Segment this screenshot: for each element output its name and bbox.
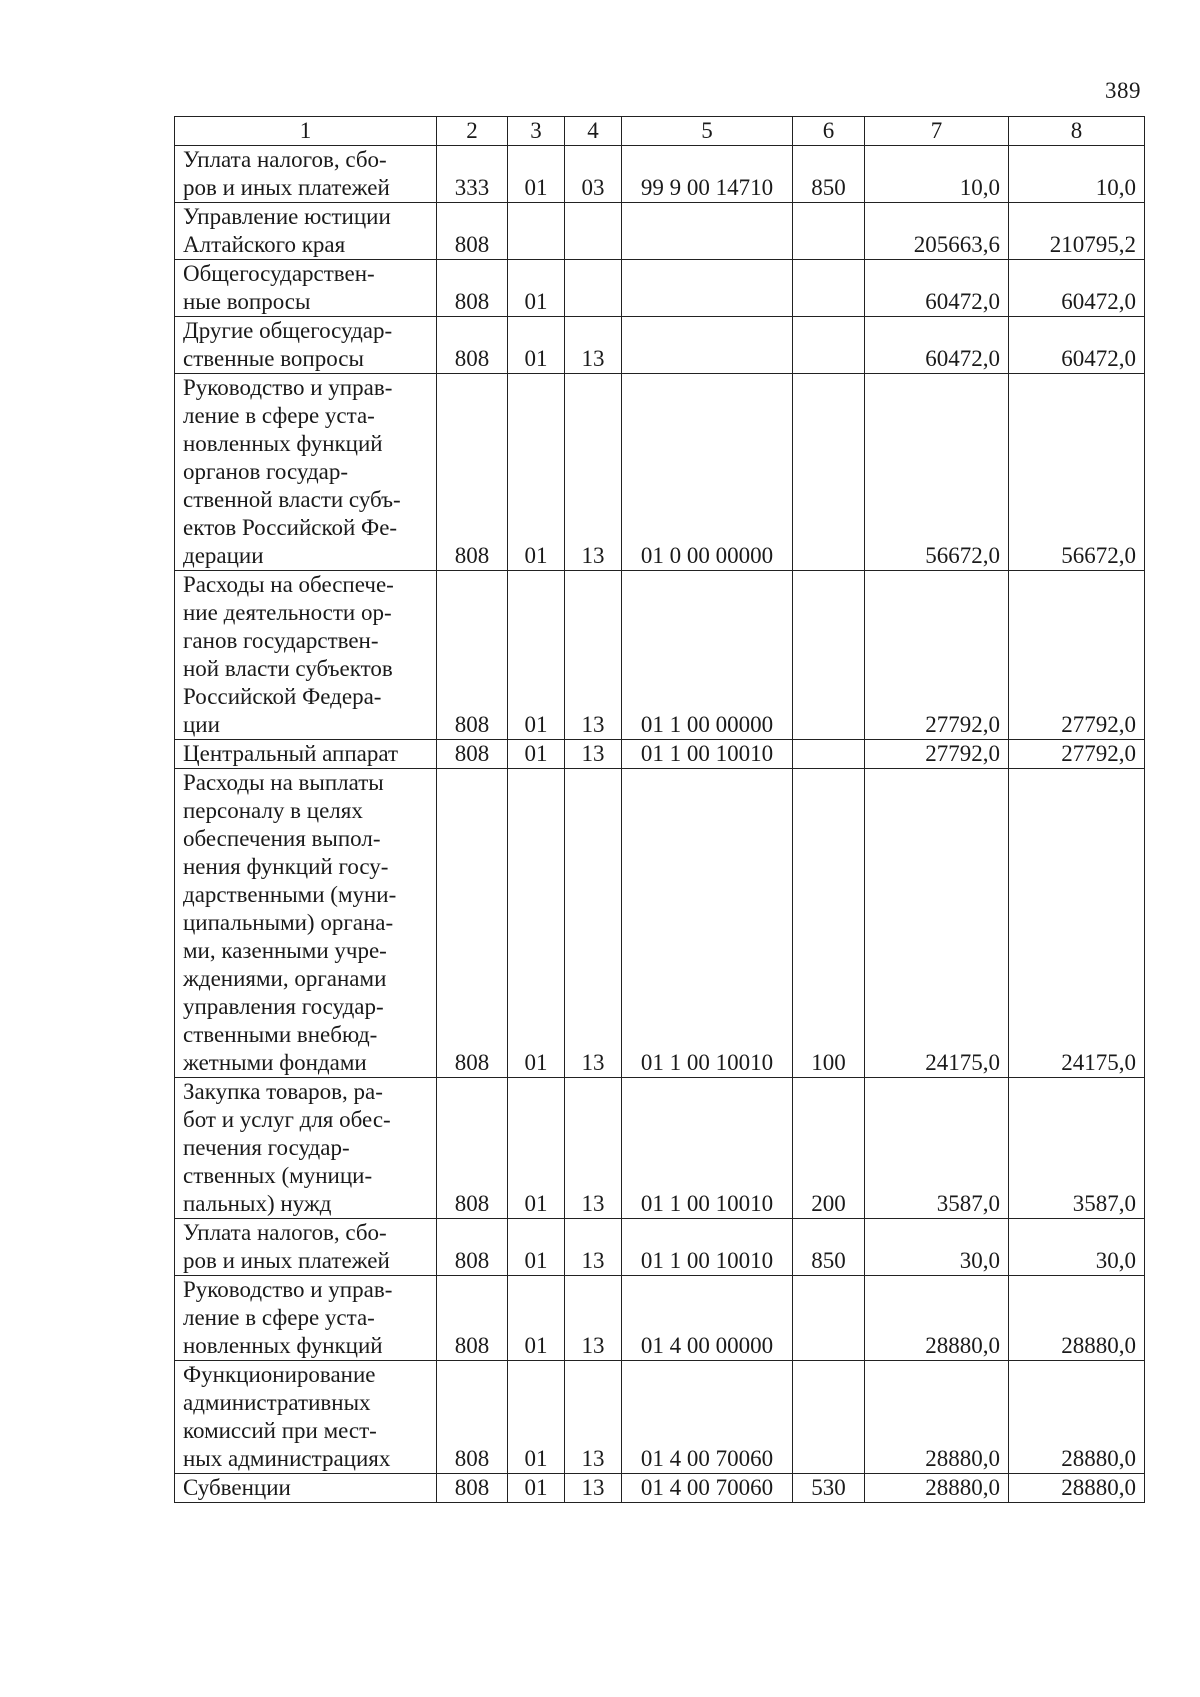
cell-section: 01 (508, 317, 565, 374)
cell-admin-code: 808 (437, 1474, 508, 1503)
cell-expense-type (793, 571, 865, 740)
cell-item-name (175, 203, 437, 260)
cell-subsection: 13 (565, 317, 622, 374)
item-name-line: Руководство и управ- (183, 1277, 393, 1302)
item-name-line: ственных (муници- (183, 1163, 373, 1188)
item-name-line: ных администрациях (183, 1446, 391, 1471)
cell-target-article: 01 1 00 00000 (622, 571, 793, 740)
item-name-line: Другие общегосудар- (183, 318, 393, 343)
cell-expense-type (793, 1276, 865, 1361)
cell-target-article: 01 1 00 10010 (622, 740, 793, 769)
item-name-line: пальных) нужд (183, 1191, 332, 1216)
cell-amount-year1: 30,0 (865, 1219, 1009, 1276)
item-name-line: жетными фондами (183, 1050, 367, 1075)
item-name-line: ципальными) органа- (183, 910, 394, 935)
cell-item-name (175, 317, 437, 374)
item-name-line: печения государ- (183, 1135, 350, 1160)
cell-section: 01 (508, 1078, 565, 1219)
item-name-line: Общегосударствен- (183, 261, 375, 286)
item-name-line: ждениями, органами (183, 966, 387, 991)
item-name-line: Алтайского края (183, 232, 346, 257)
cell-admin-code: 808 (437, 374, 508, 571)
cell-item-name (175, 1474, 437, 1503)
cell-admin-code: 808 (437, 1219, 508, 1276)
item-name-line: ции (183, 712, 220, 737)
cell-amount-year2: 28880,0 (1009, 1361, 1145, 1474)
cell-section: 01 (508, 1276, 565, 1361)
cell-amount-year1: 205663,6 (865, 203, 1009, 260)
table-body (175, 146, 1145, 1503)
cell-amount-year1: 28880,0 (865, 1474, 1009, 1503)
cell-target-article (622, 260, 793, 317)
item-name-line: органов государ- (183, 459, 349, 484)
item-name-line: ганов государствен- (183, 628, 379, 653)
cell-section: 01 (508, 374, 565, 571)
cell-expense-type (793, 317, 865, 374)
cell-item-name (175, 374, 437, 571)
column-header: 8 (1009, 117, 1145, 146)
cell-amount-year2: 28880,0 (1009, 1276, 1145, 1361)
cell-amount-year2: 24175,0 (1009, 769, 1145, 1078)
cell-subsection: 13 (565, 374, 622, 571)
cell-amount-year1: 27792,0 (865, 571, 1009, 740)
cell-item-name (175, 1276, 437, 1361)
cell-target-article: 01 1 00 10010 (622, 769, 793, 1078)
item-name-line: дарственными (муни- (183, 882, 397, 907)
cell-subsection: 03 (565, 146, 622, 203)
item-name-line: новленных функций (183, 1333, 383, 1358)
cell-amount-year2: 28880,0 (1009, 1474, 1145, 1503)
cell-amount-year2: 60472,0 (1009, 317, 1145, 374)
cell-expense-type: 200 (793, 1078, 865, 1219)
cell-target-article (622, 317, 793, 374)
cell-subsection: 13 (565, 571, 622, 740)
cell-expense-type (793, 260, 865, 317)
cell-amount-year1: 60472,0 (865, 260, 1009, 317)
cell-subsection: 13 (565, 1078, 622, 1219)
cell-section: 01 (508, 1219, 565, 1276)
column-header: 2 (437, 117, 508, 146)
cell-amount-year2: 60472,0 (1009, 260, 1145, 317)
cell-amount-year2: 30,0 (1009, 1219, 1145, 1276)
column-header: 7 (865, 117, 1009, 146)
cell-admin-code: 808 (437, 740, 508, 769)
cell-amount-year1: 28880,0 (865, 1361, 1009, 1474)
cell-admin-code: 333 (437, 146, 508, 203)
item-name-line: ление в сфере уста- (183, 1305, 375, 1330)
cell-target-article: 01 1 00 10010 (622, 1219, 793, 1276)
cell-item-name (175, 769, 437, 1078)
cell-item-name (175, 260, 437, 317)
cell-section: 01 (508, 1361, 565, 1474)
cell-admin-code: 808 (437, 1276, 508, 1361)
cell-amount-year2: 10,0 (1009, 146, 1145, 203)
cell-item-name (175, 1361, 437, 1474)
cell-section: 01 (508, 1474, 565, 1503)
cell-subsection: 13 (565, 1474, 622, 1503)
cell-admin-code: 808 (437, 1078, 508, 1219)
item-name-line: персоналу в целях (183, 798, 363, 823)
cell-amount-year2: 27792,0 (1009, 571, 1145, 740)
cell-expense-type: 100 (793, 769, 865, 1078)
item-name-line: бот и услуг для обес- (183, 1107, 391, 1132)
cell-expense-type (793, 203, 865, 260)
item-name-line: Уплата налогов, сбо- (183, 1220, 387, 1245)
cell-amount-year1: 10,0 (865, 146, 1009, 203)
cell-section: 01 (508, 146, 565, 203)
cell-item-name (175, 1078, 437, 1219)
column-header: 6 (793, 117, 865, 146)
table-row (175, 203, 1145, 260)
cell-section (508, 203, 565, 260)
item-name-line: ние деятельности ор- (183, 600, 392, 625)
table-row (175, 1361, 1145, 1474)
table-row (175, 1078, 1145, 1219)
cell-target-article: 01 4 00 00000 (622, 1276, 793, 1361)
cell-amount-year2: 56672,0 (1009, 374, 1145, 571)
cell-expense-type (793, 740, 865, 769)
cell-target-article (622, 203, 793, 260)
page-number: 389 (1105, 78, 1141, 103)
table-row (175, 317, 1145, 374)
cell-expense-type: 850 (793, 146, 865, 203)
cell-amount-year1: 24175,0 (865, 769, 1009, 1078)
cell-target-article: 01 1 00 10010 (622, 1078, 793, 1219)
item-name-line: Субвенции (183, 1475, 291, 1500)
column-header: 3 (508, 117, 565, 146)
table-row (175, 1474, 1145, 1503)
column-header: 5 (622, 117, 793, 146)
cell-item-name (175, 1219, 437, 1276)
item-name-line: ные вопросы (183, 289, 311, 314)
cell-section: 01 (508, 740, 565, 769)
item-name-line: Расходы на выплаты (183, 770, 384, 795)
item-name-line: ми, казенными учре- (183, 938, 387, 963)
item-name-line: ной власти субъектов (183, 656, 393, 681)
cell-item-name (175, 740, 437, 769)
cell-amount-year1: 56672,0 (865, 374, 1009, 571)
cell-expense-type: 850 (793, 1219, 865, 1276)
cell-section: 01 (508, 260, 565, 317)
item-name-line: комиссий при мест- (183, 1418, 377, 1443)
cell-subsection: 13 (565, 740, 622, 769)
cell-admin-code: 808 (437, 769, 508, 1078)
item-name-line: управления государ- (183, 994, 384, 1019)
item-name-line: Российской Федера- (183, 684, 382, 709)
cell-section: 01 (508, 571, 565, 740)
item-name-line: Закупка товаров, ра- (183, 1079, 383, 1104)
cell-amount-year2: 3587,0 (1009, 1078, 1145, 1219)
budget-table (174, 116, 1145, 1503)
item-name-line: ектов Российской Фе- (183, 515, 398, 540)
cell-admin-code: 808 (437, 203, 508, 260)
cell-section: 01 (508, 769, 565, 1078)
table-header-row (175, 117, 1145, 146)
cell-target-article: 01 0 00 00000 (622, 374, 793, 571)
cell-subsection: 13 (565, 1219, 622, 1276)
cell-expense-type: 530 (793, 1474, 865, 1503)
column-header: 4 (565, 117, 622, 146)
cell-amount-year1: 60472,0 (865, 317, 1009, 374)
cell-subsection (565, 260, 622, 317)
table-row (175, 146, 1145, 203)
cell-amount-year2: 210795,2 (1009, 203, 1145, 260)
cell-target-article: 01 4 00 70060 (622, 1361, 793, 1474)
cell-subsection: 13 (565, 1361, 622, 1474)
cell-admin-code: 808 (437, 260, 508, 317)
item-name-line: ров и иных платежей (183, 1248, 390, 1273)
cell-item-name (175, 571, 437, 740)
table-row (175, 260, 1145, 317)
table-row (175, 571, 1145, 740)
item-name-line: Управление юстиции (183, 204, 391, 229)
item-name-line: новленных функций (183, 431, 383, 456)
item-name-line: Уплата налогов, сбо- (183, 147, 387, 172)
table-row (175, 374, 1145, 571)
item-name-line: ров и иных платежей (183, 175, 390, 200)
cell-admin-code: 808 (437, 571, 508, 740)
cell-subsection: 13 (565, 1276, 622, 1361)
cell-subsection: 13 (565, 769, 622, 1078)
table-row (175, 1219, 1145, 1276)
table-row (175, 1276, 1145, 1361)
cell-admin-code: 808 (437, 317, 508, 374)
item-name-line: нения функций госу- (183, 854, 389, 879)
cell-amount-year1: 27792,0 (865, 740, 1009, 769)
cell-amount-year1: 3587,0 (865, 1078, 1009, 1219)
column-header: 1 (175, 117, 437, 146)
table-row (175, 740, 1145, 769)
item-name-line: ственной власти субъ- (183, 487, 401, 512)
item-name-line: Центральный аппарат (183, 741, 399, 766)
item-name-line: административных (183, 1390, 371, 1415)
item-name-line: дерации (183, 543, 264, 568)
item-name-line: обеспечения выпол- (183, 826, 381, 851)
item-name-line: Руководство и управ- (183, 375, 393, 400)
cell-target-article: 99 9 00 14710 (622, 146, 793, 203)
cell-admin-code: 808 (437, 1361, 508, 1474)
cell-subsection (565, 203, 622, 260)
cell-target-article: 01 4 00 70060 (622, 1474, 793, 1503)
cell-item-name (175, 146, 437, 203)
cell-amount-year2: 27792,0 (1009, 740, 1145, 769)
cell-expense-type (793, 1361, 865, 1474)
item-name-line: Расходы на обеспече- (183, 572, 394, 597)
item-name-line: ственными внебюд- (183, 1022, 378, 1047)
cell-amount-year1: 28880,0 (865, 1276, 1009, 1361)
cell-expense-type (793, 374, 865, 571)
item-name-line: ственные вопросы (183, 346, 364, 371)
item-name-line: Функционирование (183, 1362, 376, 1387)
table-row (175, 769, 1145, 1078)
item-name-line: ление в сфере уста- (183, 403, 375, 428)
